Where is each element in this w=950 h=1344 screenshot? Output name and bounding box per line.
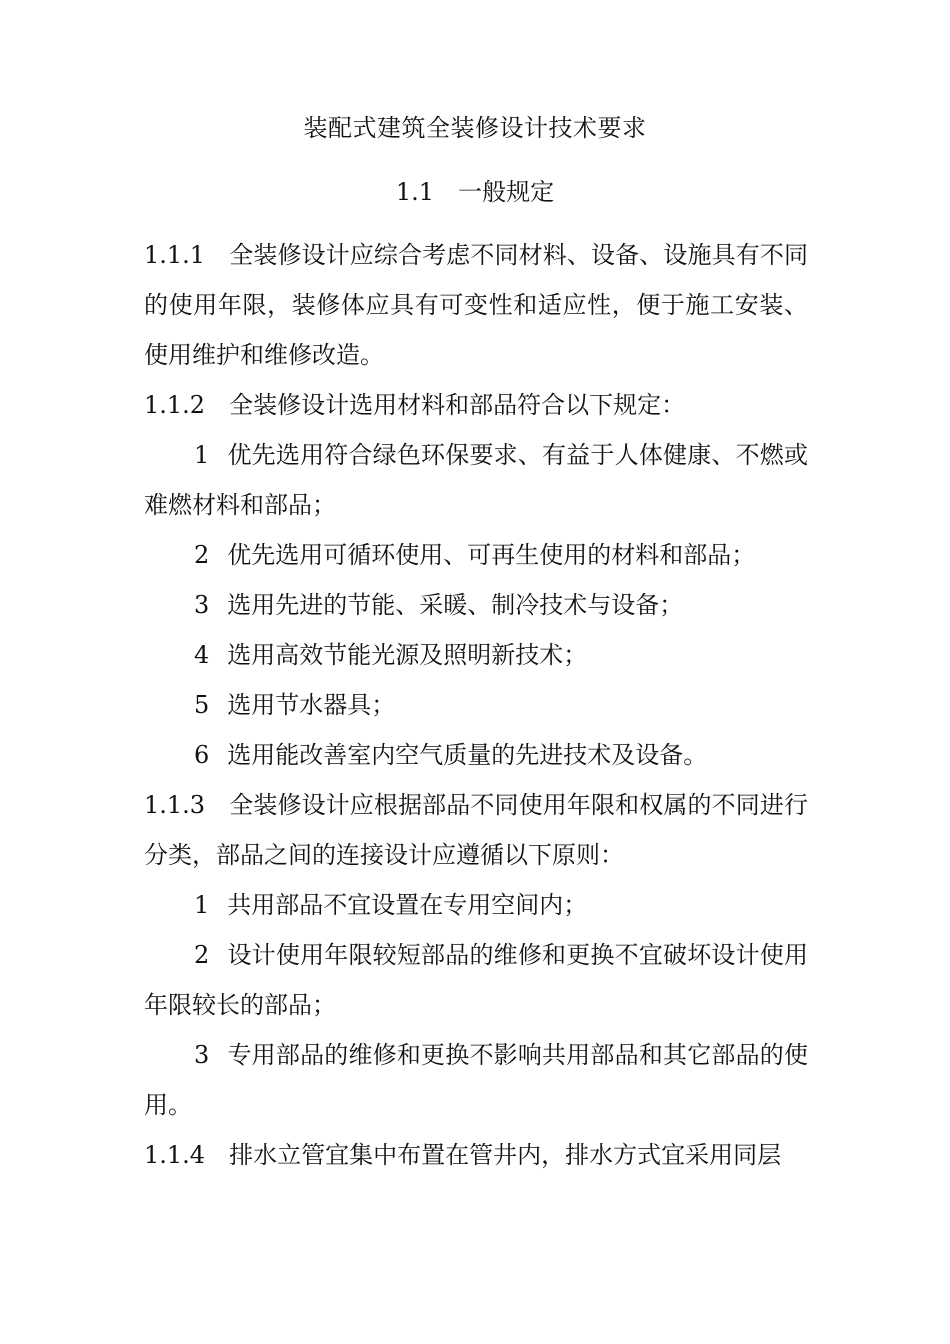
list-item — [144, 630, 808, 680]
clause-text: 全装修设计选用材料和部品符合以下规定： — [229, 391, 686, 419]
section-number: 1.1 — [395, 178, 435, 206]
document-title: 装配式建筑全装修设计技术要求 — [303, 114, 647, 142]
item-number: 1 — [194, 891, 210, 919]
clause-1-1-3 — [144, 780, 808, 880]
list-item — [144, 880, 808, 930]
clause-1-1-1 — [144, 230, 808, 380]
item-text: 选用节水器具； — [227, 691, 396, 719]
clause-1-1-2 — [144, 380, 808, 430]
item-number: 3 — [194, 591, 210, 619]
item-text: 选用先进的节能、采暖、制冷技术与设备； — [227, 591, 684, 619]
clause-number: 1.1.3 — [144, 791, 206, 819]
item-text: 设计使用年限较短部品的维修和更换不宜破坏设计使用年限较长的部品； — [144, 941, 808, 1019]
list-item — [144, 930, 808, 1030]
clause-number: 1.1.1 — [144, 241, 206, 269]
list-item — [144, 680, 808, 730]
item-text: 选用高效节能光源及照明新技术； — [227, 641, 588, 669]
clause-1-1-4 — [144, 1130, 808, 1180]
item-text: 专用部品的维修和更换不影响共用部品和其它部品的使用。 — [144, 1041, 808, 1119]
item-number: 5 — [194, 691, 210, 719]
section-heading — [0, 172, 950, 212]
item-number: 2 — [194, 541, 210, 569]
item-text: 选用能改善室内空气质量的先进技术及设备。 — [227, 741, 708, 769]
document-body — [144, 230, 808, 1180]
item-number: 3 — [194, 1041, 210, 1069]
item-number: 1 — [194, 441, 210, 469]
clause-number: 1.1.4 — [144, 1141, 206, 1169]
clause-number: 1.1.2 — [144, 391, 206, 419]
clause-text: 排水立管宜集中布置在管井内，排水方式宜采用同层 — [229, 1141, 782, 1169]
list-item — [144, 730, 808, 780]
section-title: 一般规定 — [458, 178, 555, 206]
list-item — [144, 580, 808, 630]
clause-text: 全装修设计应综合考虑不同材料、设备、设施具有不同的使用年限，装修体应具有可变性和适应性，便于施工安装、使用维护和维修改造。 — [144, 241, 808, 369]
item-text: 优先选用可循环使用、可再生使用的材料和部品； — [227, 541, 756, 569]
clause-text: 全装修设计应根据部品不同使用年限和权属的不同进行分类，部品之间的连接设计应遵循以下原则： — [144, 791, 808, 869]
item-number: 2 — [194, 941, 210, 969]
item-number: 6 — [194, 741, 210, 769]
item-text: 优先选用符合绿色环保要求、有益于人体健康、不燃或难燃材料和部品； — [144, 441, 808, 519]
list-item — [144, 1030, 808, 1130]
list-item — [144, 430, 808, 530]
item-text: 共用部品不宜设置在专用空间内； — [227, 891, 588, 919]
item-number: 4 — [194, 641, 210, 669]
list-item — [144, 530, 808, 580]
